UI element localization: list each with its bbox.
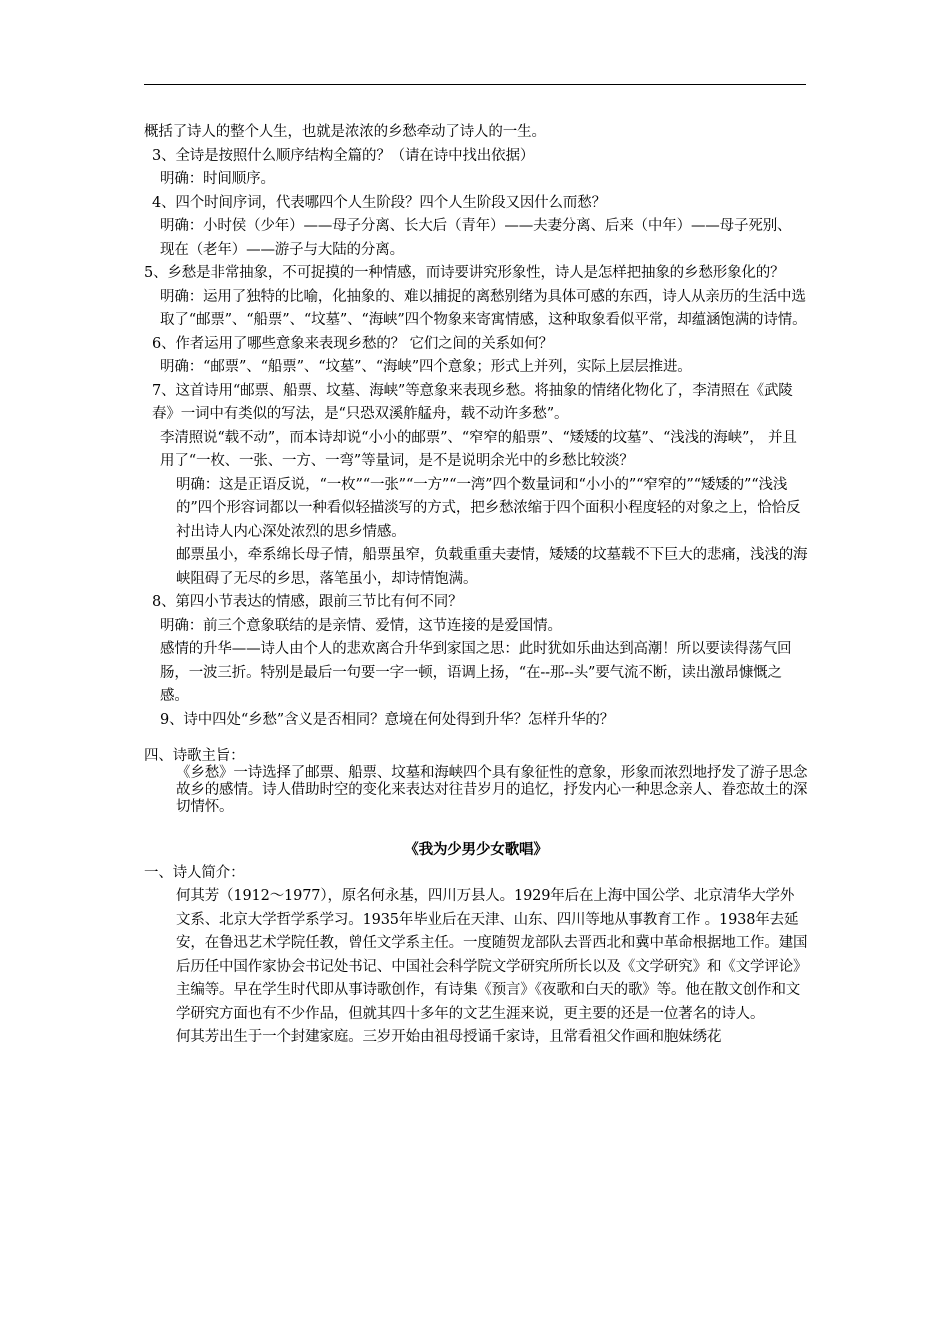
question-9: 9、诗中四处“乡愁”含义是否相同？意境在何处得到升华？怎样升华的？ xyxy=(160,711,615,728)
paragraph-poet-family: 何其芳出生于一个封建家庭。三岁开始由祖母授诵千家诗，且常看祖父作画和胞妹绣花 xyxy=(176,1029,722,1045)
section-heading-poet: 一、诗人简介： xyxy=(144,864,245,881)
poem-title: 《我为少男少女歌唱》 xyxy=(404,841,548,858)
header-rule xyxy=(144,84,806,85)
document-body xyxy=(144,121,808,1050)
answer-6: 明确：“邮票”、“船票”、“坟墓”、“海峡”四个意象；形式上并列，实际上层层推进。 xyxy=(160,359,692,375)
question-5: 5、乡愁是非常抽象，不可捉摸的一种情感，而诗要讲究形象性，诗人是怎样把抽象的乡愁形象化的？ xyxy=(144,265,785,281)
paragraph-emotion: 感情的升华——诗人由个人的悲欢离合升华到家国之思：此时犹如乐曲达到高潮！所以要读得荡气回肠，一波三折。特别是最后一句要一字一顿，语调上扬，“在--那--头”要气流不断，读出激昂慷慨之感。 xyxy=(160,641,792,704)
question-7-followup: 李清照说“载不动”，而本诗却说“小小的邮票”、“窄窄的船票”、“矮矮的坟墓”、“浅浅的海峡”， 并且用了“一枚、一张、一方、一弯”等量词，是不是说明余光中的乡愁比较淡？ xyxy=(160,429,797,469)
answer-3: 明确：时间顺序。 xyxy=(160,171,275,187)
answer-5: 明确：运用了独特的比喻，化抽象的、难以捕捉的离愁别绪为具体可感的东西，诗人从亲历的生活中选取了“邮票”、“船票”、“坟墓”、“海峡”四个物象来寄寓情感，这种取象看似平常，却蕴涵饱满的诗情。 xyxy=(160,288,807,328)
question-7: 7、这首诗用“邮票、船票、坟墓、海峡”等意象来表现乡愁。将抽象的情绪化物化了，李清照在《武陵春》一词中有类似的写法，是“只恐双溪舴艋舟，载不动许多愁”。 xyxy=(152,382,793,422)
answer-8: 明确：前三个意象联结的是亲情、爱情，这节连接的是爱国情。 xyxy=(160,617,562,634)
paragraph-poet-bio: 何其芳（1912～1977），原名何永基，四川万县人。1929年后在上海中国公学、北京清华大学外文系、北京大学哲学系学习。1935年毕业后在天津、山东、四川等地从事教育工作 。1938年去延安，在鲁迅艺术学院任教，曾任文学系主任。一度随贺龙部队去晋西北和冀中革命根据地工作。建国后历任中国作家协会书记处书记、中国社会科学院文学研究所所长以及《文学研究》和《文学评论》主编等。早在学生时代即从事诗歌创作，有诗集《预言》《夜歌和白天的歌》等。他在散文创作和文学研究方面也有不少作品，但就其四十多年的文艺生涯来说，更主要的还是一位著名的诗人。 xyxy=(176,888,808,1022)
paragraph-theme: 《乡愁》一诗选择了邮票、船票、坟墓和海峡四个具有象征性的意象，形象而浓烈地抒发了游子思念故乡的感情。诗人借助时空的变化来表达对往昔岁月的追忆，抒发内心一种思念亲人、眷恋故土的深切情怀。 xyxy=(176,765,808,815)
question-4: 4、四个时间序词，代表哪四个人生阶段？四个人生阶段又因什么而愁？ xyxy=(152,194,606,211)
section-heading-theme: 四、诗歌主旨： xyxy=(144,748,245,764)
question-6: 6、作者运用了哪些意象来表现乡愁的？ 它们之间的关系如何？ xyxy=(152,335,553,352)
question-3: 3、全诗是按照什么顺序结构全篇的？（请在诗中找出依据） xyxy=(152,147,535,164)
answer-7: 明确：这是正语反说，“一枚”“一张”“一方”“一湾”四个数量词和“小小的”“窄窄的”“矮矮的”“浅浅的”四个形容词都以一种看似轻描淡写的方式，把乡愁浓缩于四个面积小程度轻的对象之上，恰恰反衬出诗人内心深处浓烈的思乡情感。 xyxy=(176,476,801,540)
paragraph: 概括了诗人的整个人生，也就是浓浓的乡愁牵动了诗人的一生。 xyxy=(144,124,546,140)
paragraph-stamps: 邮票虽小，牵系绵长母子情，船票虽窄，负载重重夫妻情，矮矮的坟墓载不下巨大的悲痛，浅浅的海峡阻碍了无尽的乡思，落笔虽小，却诗情饱满。 xyxy=(176,547,808,587)
question-8: 8、第四小节表达的情感，跟前三节比有何不同？ xyxy=(152,594,463,610)
answer-4: 明确：小时侯（少年）——母子分离、长大后（青年）——夫妻分离、后来（中年）——母子死别、 现在（老年）——游子与大陆的分离。 xyxy=(160,218,792,258)
